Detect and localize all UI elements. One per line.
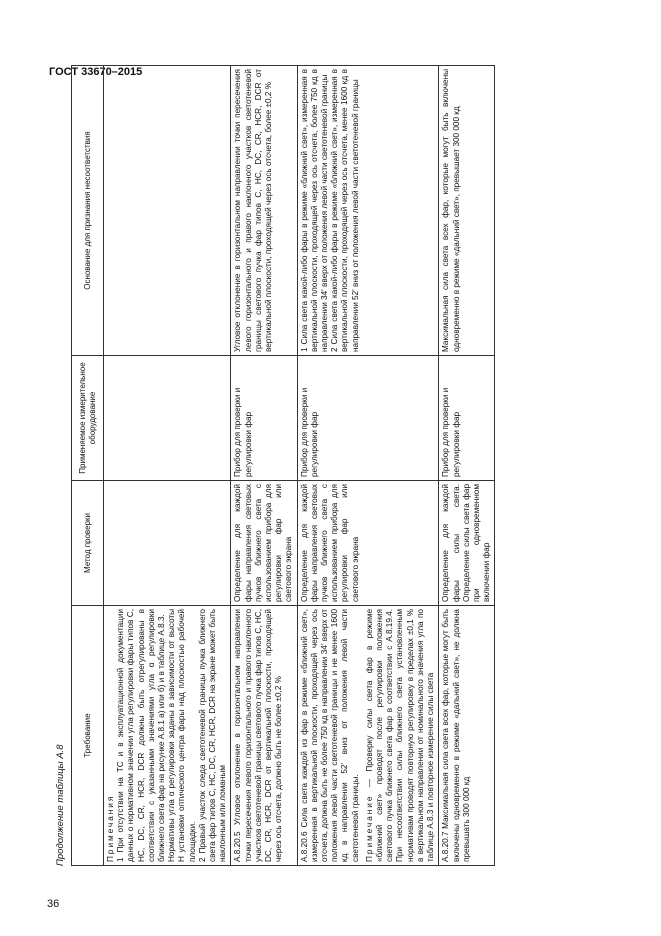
header-method: Метод проверки (72, 481, 104, 606)
table-header-row (72, 66, 104, 866)
basis-cell: Максимальная сила света всех фар, которые могут быть включены одновременно в режиме «дальний свет», превышает 300 000 кд (439, 66, 495, 356)
equipment-cell: Прибор для проверки и регулировки фар (231, 356, 297, 481)
page-number: 36 (47, 898, 60, 910)
method-cell: Определение для каждой фары направления световых пучков ближнего света с использованием прибора для регулировки фар или светового экрана (231, 481, 297, 606)
header-equipment: Применяемое измерительное оборудование (72, 356, 104, 481)
requirement-cell: А.8.20.5 Угловое отклонение в горизонтальном направлении точки пересечения левого горизонтального и правого наклонного участков светотеневой границы светового пучка фар типов С, HC, DC, CR, HCR, DCR от вертикальной плоскости, проходящей через ось отсчета, должно быть не более ±0,2 % (231, 606, 297, 866)
note-title: Примечания (106, 794, 115, 862)
rotated-table-block (55, 66, 611, 866)
table-row (297, 66, 439, 866)
basis-text: 1 Сила света какой-либо фары в режиме «ближний свет», измеренная в вертикальной плоскости, проходящей через ось отсчета, более 750 кд в направлении 34′ вверх от положения левой части светотеневой границы (299, 69, 330, 352)
note-title: Примечание (364, 794, 374, 862)
method-cell: Определение для каждой фары направления световых пучков ближнего света с использованием прибора для регулировки фар или светового экрана (297, 481, 439, 606)
equipment-cell (104, 356, 231, 481)
note-paragraph (365, 609, 436, 862)
basis-cell (104, 66, 231, 356)
note-text: 2 Правый участок следа светотеневой границы пучка ближнего света фар типов С, HC, DC, CR, HCR, DCR на экране может быть наклонным или ломаным (197, 609, 228, 862)
requirement-cell (297, 606, 439, 866)
table-row (104, 66, 231, 866)
requirement-cell (104, 606, 231, 866)
header-requirement: Требование (72, 606, 104, 866)
note-text: — Проверку силы света фар в режиме «ближний свет» проводят после регулировки положения светового пучка ближнего света фар в соответствии с А.8.19.4. При несоответствии силы ближнего света установленным нормативам проводят повторную регулировку в пределах ±0,1 % в вертикальном направлении от номинального значения угла по таблице А.8.3 и повторное измерение силы света (364, 609, 436, 862)
table-row (439, 66, 495, 866)
method-cell: Определение для каждой фары силы света. Определение силы света фар при одновременном включении фар (439, 481, 495, 606)
method-cell (104, 481, 231, 606)
basis-cell: Угловое отклонение в горизонтальном направлении точки пересечения левого горизонтального и правого наклонного участков светотеневой границы светового пучка фар типов С, HC, DC, CR, HCR, DCR от вертикальной плоскости, проходящей через ось отсчета, более ±0,2 % (231, 66, 297, 356)
table-row (231, 66, 297, 866)
header-basis: Основание для признания несоответствия (72, 66, 104, 356)
requirement-cell: А.8.20.7 Максимальная сила света всех фар, которые могут быть включены одновременно в режиме «дальний свет», не должна превышать 300 000 кд (439, 606, 495, 866)
basis-text: 2 Сила света какой-либо фары в режиме «ближний свет», измеренная в вертикальной плоскости, проходящей через ось отсчета, менее 1600 кд в направлении 52′ вниз от положения левой части светотеневой границы (330, 69, 360, 352)
equipment-cell: Прибор для проверки и регулировки фар (439, 356, 495, 481)
requirement-text: А.8.20.6 Сила света каждой из фар в режиме «ближний свет», измеренная в вертикальной плоскости, проходящей через ось отсчета, должна быть не более 750 кд в направлении 34′ вверх от положения левой части светотеневой границы и не менее 1600 кд в направлении 52′ вниз от положения левой части светотеневой границы. (299, 609, 360, 862)
note-text: Нормативы угла α регулировки заданы в зависимости от высоты H установки оптического центра фары над плоскостью рабочей площадки. (167, 609, 197, 862)
basis-cell (297, 66, 439, 356)
table-continuation-caption: Продолжение таблицы А.8 (55, 744, 66, 866)
equipment-cell: Прибор для проверки и регулировки фар (297, 356, 439, 481)
note-text: 1 При отсутствии на ТС и в эксплуатационной документации данных о нормативном значении угла регулировки фары типов С, HC, DC, CR, HCR, DCR должны быть отрегулированы в соответствии с указанными значениями угла α регулировки ближнего света фар на рисунке А.8.1 а) или б) и в таблице А.8.3. (116, 609, 167, 862)
document-header: ГОСТ 33670–2015 (49, 66, 143, 78)
requirements-table (71, 65, 495, 866)
